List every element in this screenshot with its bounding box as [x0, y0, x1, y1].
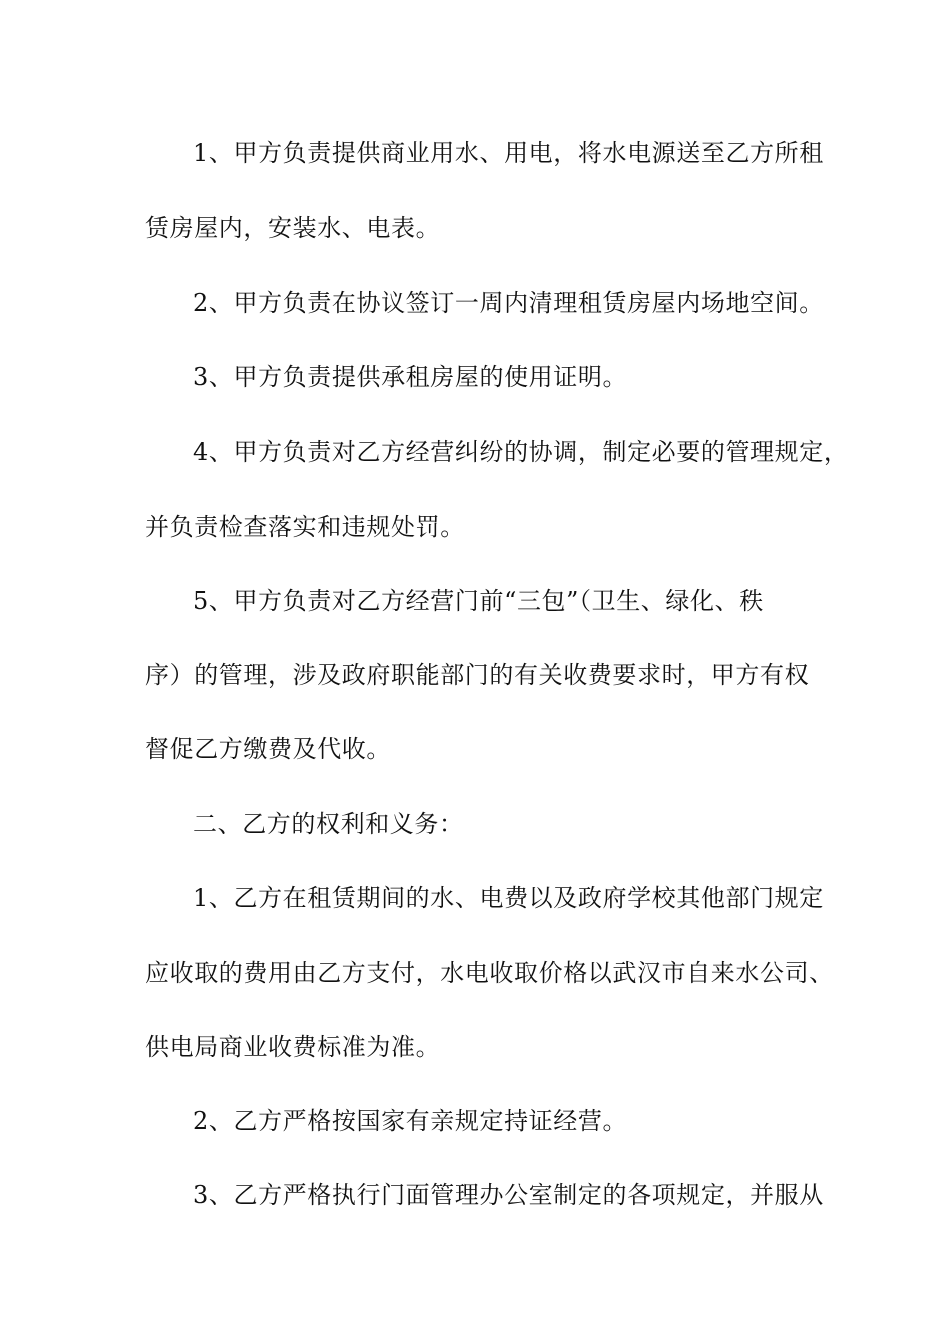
paragraph-line: 5、甲方负责对乙方经营门前“三包”（卫生、绿化、秩 — [193, 587, 764, 615]
section-heading: 二、乙方的权利和义务： — [193, 810, 464, 838]
paragraph-line: 应收取的费用由乙方支付，水电收取价格以武汉市自来水公司、 — [145, 959, 834, 987]
paragraph-line: 2、甲方负责在协议签订一周内清理租赁房屋内场地空间。 — [193, 289, 824, 317]
paragraph-line: 并负责检查落实和违规处罚。 — [145, 513, 465, 541]
paragraph-line: 1、甲方负责提供商业用水、用电，将水电源送至乙方所租 — [193, 139, 824, 167]
paragraph-line: 2、乙方严格按国家有亲规定持证经营。 — [193, 1107, 628, 1135]
paragraph-line: 3、乙方严格执行门面管理办公室制定的各项规定，并服从 — [193, 1181, 824, 1209]
paragraph-line: 赁房屋内，安装水、电表。 — [145, 214, 441, 242]
paragraph-line: 1、乙方在租赁期间的水、电费以及政府学校其他部门规定 — [193, 884, 824, 912]
paragraph-line: 3、甲方负责提供承租房屋的使用证明。 — [193, 363, 628, 391]
paragraph-line: 督促乙方缴费及代收。 — [145, 735, 391, 763]
paragraph-line: 4、甲方负责对乙方经营纠纷的协调，制定必要的管理规定， — [193, 438, 849, 466]
paragraph-line: 供电局商业收费标准为准。 — [145, 1033, 441, 1061]
paragraph-line: 序）的管理，涉及政府职能部门的有关收费要求时，甲方有权 — [145, 661, 810, 689]
